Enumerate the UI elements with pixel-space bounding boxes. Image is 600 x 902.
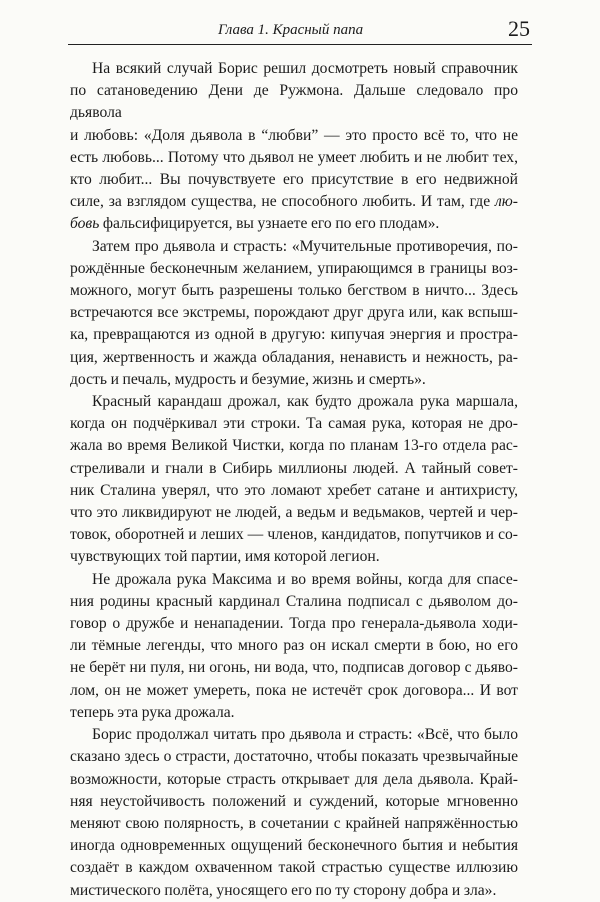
- text-line: ция, жертвенность и жажда обладания, ненависть и нежность, ра-: [70, 348, 518, 366]
- text-line: лом, он не может умереть, пока не истечёт срок договора... И вот: [70, 681, 518, 699]
- text-line: силе, за взглядом существа, не способного любить. И там, где лю-: [70, 193, 518, 211]
- text-line: можного, могут быть разрешены только бегством в ничто... Здесь: [70, 282, 518, 300]
- text-line: встречаются все экстремы, порождают друг друга или, как вспыш-: [70, 304, 518, 322]
- text-line: сказано здесь о страсти, достаточно, чтобы показать чрезвычайные: [70, 748, 518, 766]
- text-line: есть любовь... Потому что дьявол не умеет любить и не любит тех,: [70, 148, 518, 166]
- text-line: рождённые бесконечным желанием, упирающимся в границы воз-: [70, 259, 518, 277]
- text-line: ка, превращаются из одной в другую: кипучая энергия и простра-: [70, 326, 518, 344]
- text-line: жала во время Великой Чистки, когда по планам 13-го отдела рас-: [70, 437, 518, 455]
- text-line: не берёт ни пуля, ни огонь, ни вода, что, подписав договор с дьяво-: [70, 659, 518, 677]
- paragraph: [70, 724, 518, 902]
- page-header: [68, 16, 532, 45]
- paragraph: [70, 391, 518, 569]
- running-title: Глава 1. Красный папа: [218, 22, 364, 38]
- text-line: Красный карандаш дрожал, как будто дрожала рука маршала,: [92, 393, 518, 411]
- text-line: по сатановедению Дени де Ружмона. Дальше следовало про дьявола: [70, 82, 518, 122]
- text-line: дость и печаль, мудрость и безумие, жизнь и смерть».: [70, 370, 426, 388]
- text-line: что это ликвидируют не людей, а ведьм и ведьмаков, чертей и чер-: [70, 504, 518, 522]
- text-line: мистического полёта, уносящего его по ту сторону добра и зла».: [70, 881, 497, 899]
- text-line: ник Сталина уверял, что это ломают хребет сатане и антихристу,: [70, 481, 518, 499]
- text-line: Не дрожала рука Максима и во время войны, когда для спасе-: [92, 570, 518, 588]
- paragraph: [70, 58, 518, 236]
- text-line: товок, оборотней и леших — членов, кандидатов, попутчиков и со-: [70, 526, 518, 544]
- text-line: ли тёмные легенды, что много раз он искал смерти в бою, но его: [70, 637, 518, 655]
- text-line: На всякий случай Борис решил досмотреть новый справочник: [92, 60, 518, 77]
- text-line: теперь эта рука дрожала.: [70, 703, 235, 721]
- text-line: бовь фальсифицируется, вы узнаете его по его плодам».: [70, 215, 440, 233]
- page-number: 25: [508, 16, 530, 41]
- text-line: когда он подчёркивал эти строки. Та самая рука, которая не дро-: [70, 415, 518, 433]
- text-line: и любовь: «Доля дьявола в “любви” — это просто всё то, что не: [70, 126, 518, 144]
- text-line: стреливали и гнали в Сибирь миллионы людей. А тайный совет-: [70, 459, 518, 477]
- paragraph: [70, 569, 518, 724]
- text-line: создаёт в каждом охваченном такой страстью существе иллюзию: [70, 859, 518, 877]
- paragraph: [70, 236, 518, 391]
- text-line: иногда одновременных ощущений бесконечного бытия и небытия: [70, 837, 518, 855]
- text-line: возможности, которые страсть открывает для дела дьявола. Край-: [70, 770, 518, 788]
- text-line: ния родины красный кардинал Сталина подписал с дьяволом до-: [70, 592, 518, 610]
- text-line: няя неустойчивость положений и суждений, которые мгновенно: [70, 792, 518, 810]
- text-line: меняют свою полярность, в сочетании с крайней напряжённостью: [70, 814, 518, 832]
- page-body: [70, 58, 518, 902]
- text-line: Затем про дьявола и страсть: «Мучительные противоречия, по-: [92, 237, 518, 255]
- text-line: кто любит... Вы почувствуете его присутствие в его недвижной: [70, 171, 518, 189]
- text-line: говор о дружбе и ненападении. Тогда про генерала-дьявола ходи-: [70, 615, 518, 633]
- text-line: чувствующих той партии, имя которой легион.: [70, 548, 380, 566]
- text-line: Борис продолжал читать про дьявола и страсть: «Всё, что было: [92, 726, 518, 744]
